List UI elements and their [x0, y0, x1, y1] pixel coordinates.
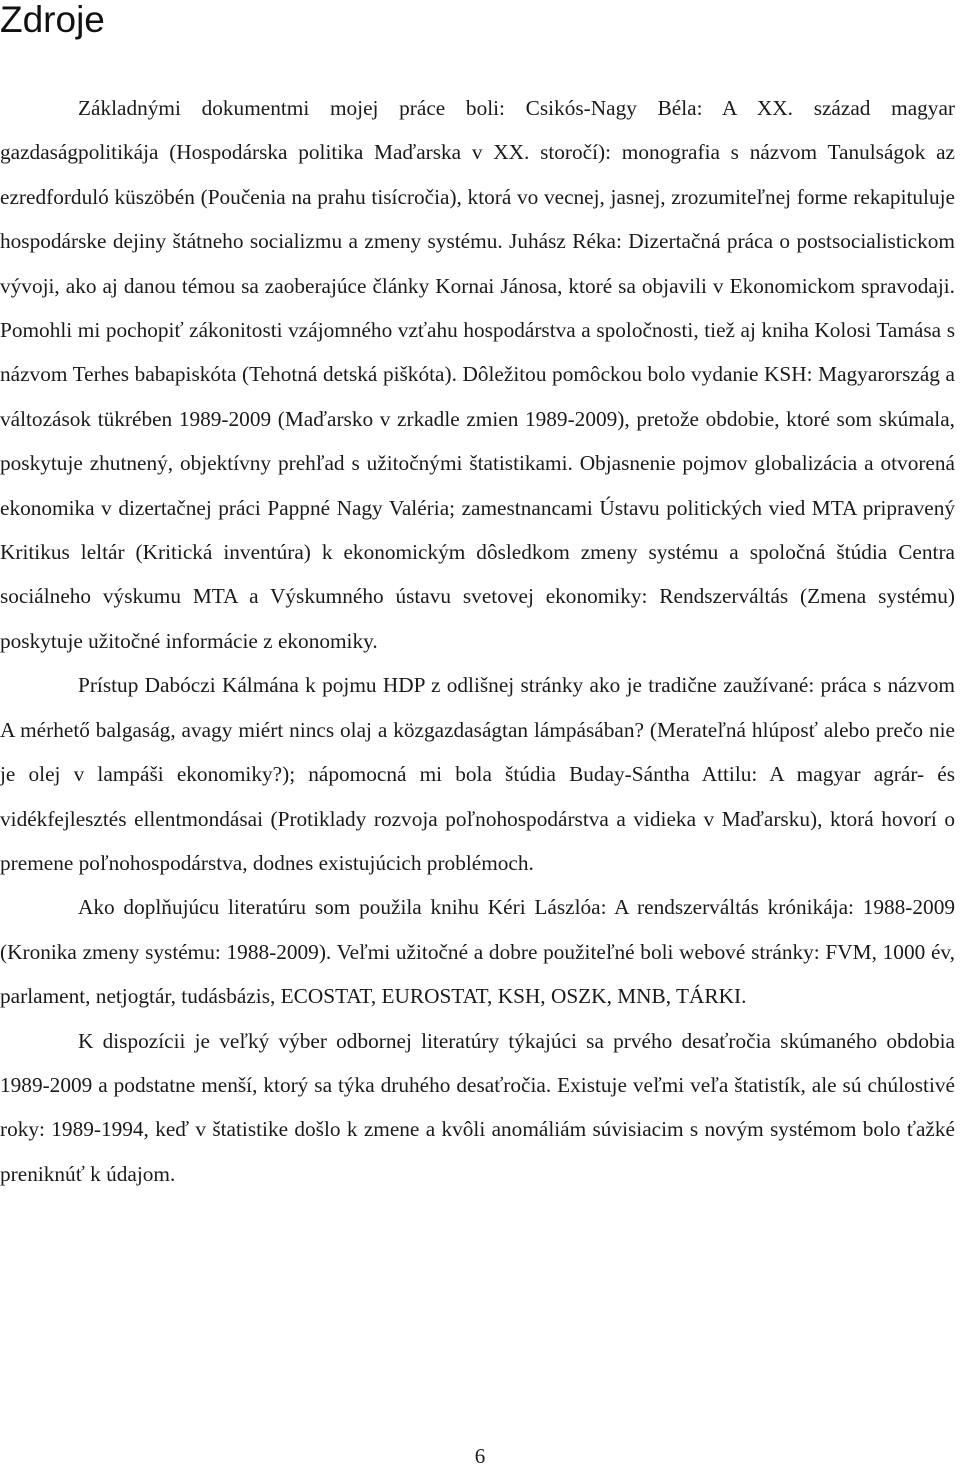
paragraph-primary-sources: Základnými dokumentmi mojej práce boli: Csikós-Nagy Béla: A XX. század magyar gazdaságpolitikája (Hospodárska politika Maďarska v XX. storočí): monografia s názvom Tanulságok az ezredforduló küszöbén (Poučenia na prahu tisícročia), ktorá vo vecnej, jasnej, zrozumiteľnej forme rekapituluje hospodárske dejiny štátneho socializmu a zmeny systému. Juhász Réka: Dizertačná práca o postsocialistickom vývoji, ako aj danou témou sa zaoberajúce články Kornai Jánosa, ktoré sa objavili v Ekonomickom spravodaji. Pomohli mi pochopiť zákonitosti vzájomného vzťahu hospodárstva a spoločnosti, tiež aj kniha Kolosi Tamása s názvom Terhes babapiskóta (Tehotná detská piškóta). Dôležitou pomôckou bolo vydanie KSH: Magyarország a változások tükrében 1989-2009 (Maďarsko v zrkadle zmien 1989-2009), pretože obdobie, ktoré som skúmala, poskytuje zhutnený, objektívny prehľad s užitočnými štatistikami. Objasnenie pojmov globalizácia a otvorená ekonomika v dizertačnej práci Pappné Nagy Valéria; zamestnancami Ústavu politických vied MTA pripravený Kritikus leltár (Kritická inventúra) k ekonomickým dôsledkom zmeny systému a spoločná štúdia Centra sociálneho výskumu MTA a Výskumného ústavu svetovej ekonomiky: Rendszerváltás (Zmena systému) poskytuje užitočné informácie z ekonomiky. — [0, 96, 955, 653]
paragraph-supplementary-literature: Ako doplňujúcu literatúru som použila knihu Kéri Lászlóa: A rendszerváltás krónikája: 1988-2009 (Kronika zmeny systému: 1988-2009). Veľmi užitočné a dobre použiteľné boli webové stránky: FVM, 1000 év, parlament, netjogtár, tudásbázis, ECOSTAT, EUROSTAT, KSH, OSZK, MNB, TÁRKI. — [0, 895, 955, 1009]
page-title: Zdroje — [0, 0, 105, 40]
paragraph-literature-availability: K dispozícii je veľký výber odbornej literatúry týkajúci sa prvého desaťročia skúmaného obdobia 1989-2009 a podstatne menší, ktorý sa týka druhého desaťročia. Existuje veľmi veľa štatistík, ale sú chúlostivé roky: 1989-1994, keď v štatistike došlo k zmene a kvôli anomáliám súvisiacim s novým systémom bolo ťažké preniknúť k údajom. — [0, 1028, 955, 1186]
document-body — [0, 86, 955, 1196]
page-number: 6 — [474, 1444, 486, 1468]
paragraph-gdp-approach: Prístup Dabóczi Kálmána k pojmu HDP z odlišnej stránky ako je tradične zaužívané: práca s názvom A mérhető balgaság, avagy miért nincs olaj a közgazdaságtan lámpásában? (Merateľná hlúposť alebo prečo nie je olej v lampáši ekonomiky?); nápomocná mi bola štúdia Buday-Sántha Attilu: A magyar agrár- és vidékfejlesztés ellentmondásai (Protiklady rozvoja poľnohospodárstva a vidieka v Maďarsku), ktorá hovorí o premene poľnohospodárstva, dodnes existujúcich problémoch. — [0, 673, 955, 875]
